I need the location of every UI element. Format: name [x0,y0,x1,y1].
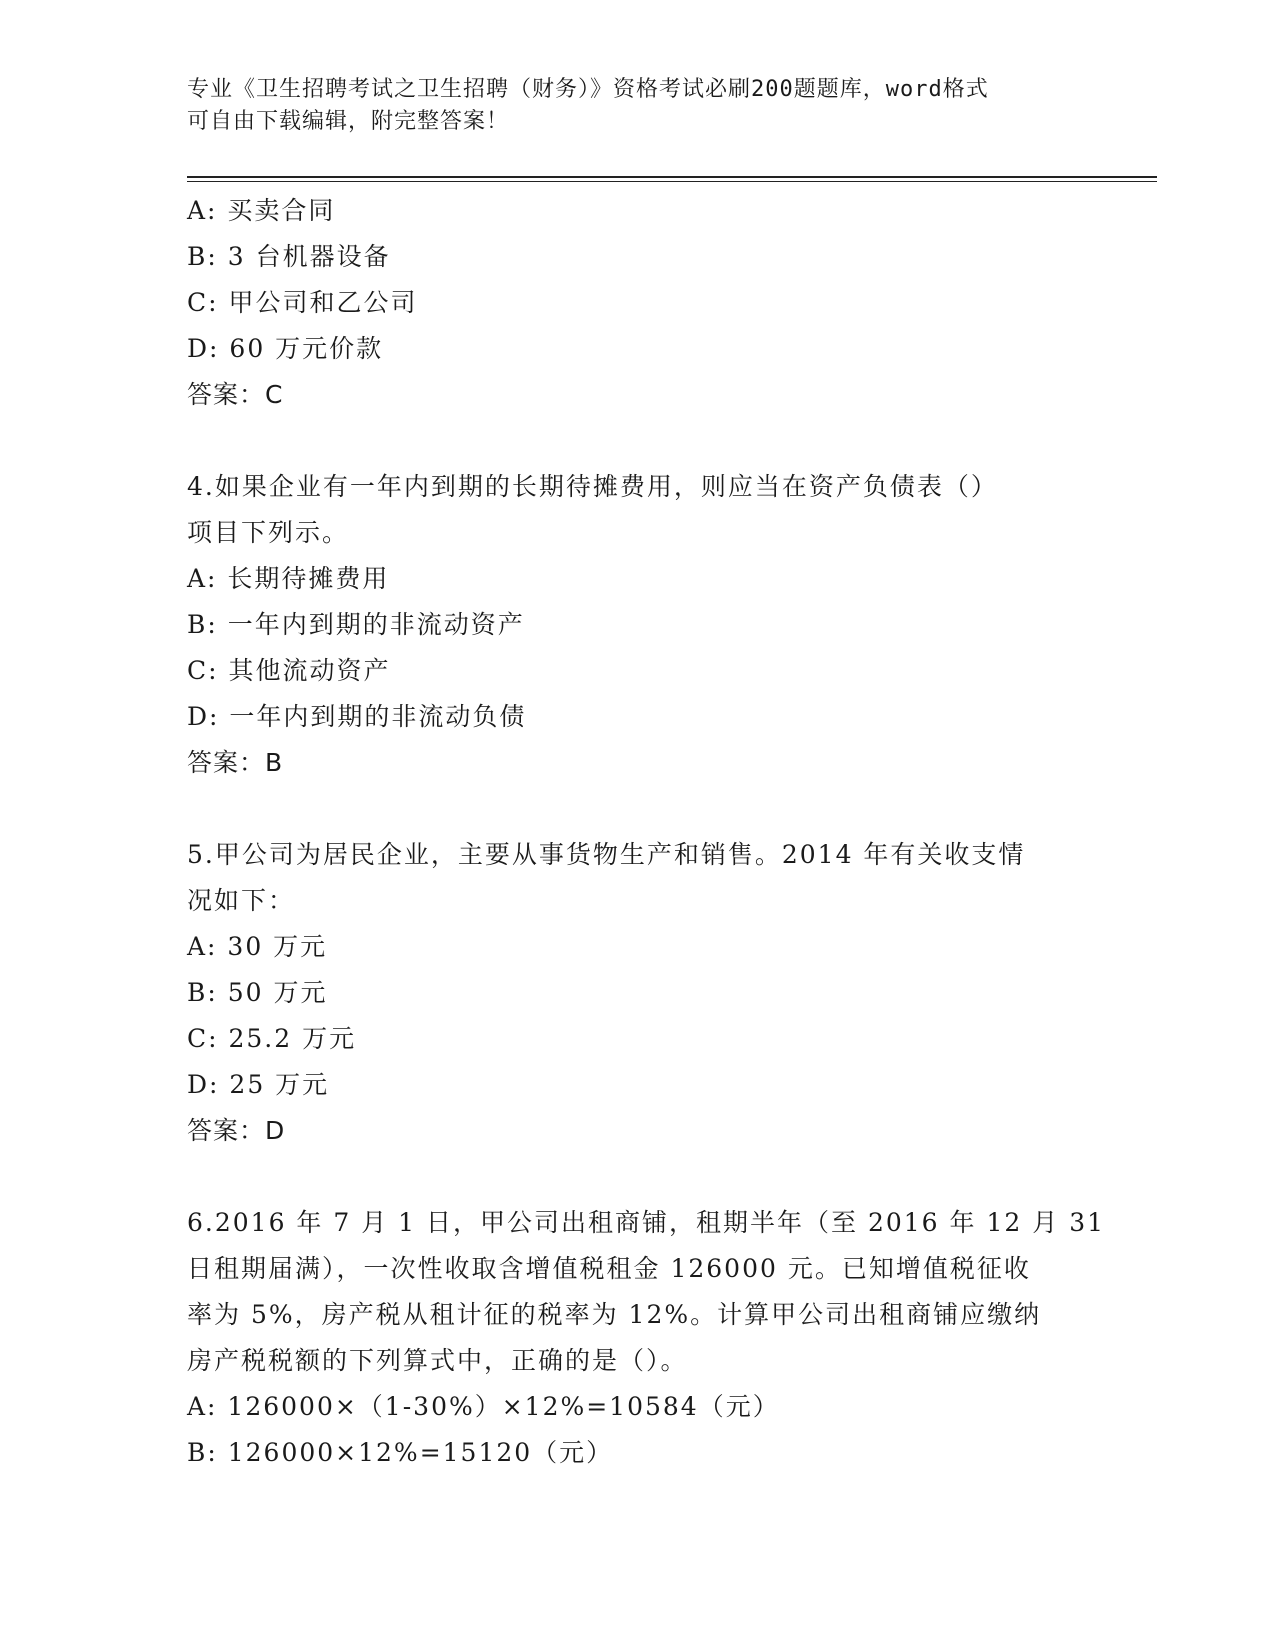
option-d: D: 60 万元价款 [187,334,384,363]
question-stem-cont: 房产税税额的下列算式中，正确的是（）。 [187,1346,688,1375]
header-line-1: 专业《卫生招聘考试之卫生招聘（财务）》资格考试必刷200题题库，word格式 [187,77,989,102]
question-4 [187,464,1077,786]
option-c: C: 其他流动资产 [187,656,391,685]
option-a: A: 126000×（1-30%）×12%=10584（元） [187,1392,780,1421]
question-stem: 5.甲公司为居民企业，主要从事货物生产和销售。2014 年有关收支情 [187,840,1026,869]
option-c: C: 25.2 万元 [187,1024,357,1053]
answer-line: 答案：D [187,1116,286,1145]
header-line-2: 可自由下载编辑，附完整答案！ [187,109,510,134]
question-3 [187,188,1077,418]
question-stem-cont: 日租期届满），一次性收取含增值税租金 126000 元。已知增值税征收 [187,1254,1031,1283]
question-stem-cont: 率为 5%，房产税从租计征的税率为 12%。计算甲公司出租商铺应缴纳 [187,1300,1042,1329]
option-c: C: 甲公司和乙公司 [187,288,418,317]
option-d: D: 一年内到期的非流动负债 [187,702,527,731]
option-b: B: 3 台机器设备 [187,242,391,271]
answer-line: 答案：B [187,748,284,777]
question-stem-cont: 况如下： [187,886,296,915]
question-5 [187,832,1077,1154]
option-b: B: 126000×12%=15120（元） [187,1438,614,1467]
option-a: A: 买卖合同 [187,196,336,225]
option-b: B: 一年内到期的非流动资产 [187,610,525,639]
question-stem: 4.如果企业有一年内到期的长期待摊费用，则应当在资产负债表（） [187,472,998,501]
option-b: B: 50 万元 [187,978,328,1007]
question-6 [187,1200,1106,1476]
option-d: D: 25 万元 [187,1070,330,1099]
answer-line: 答案：C [187,380,284,409]
question-list [187,188,1106,1476]
option-a: A: 30 万元 [187,932,328,961]
header-divider-thick [187,176,1157,178]
question-stem: 6.2016 年 7 月 1 日，甲公司出租商铺，租期半年（至 2016 年 12 月 31 [187,1208,1106,1237]
option-a: A: 长期待摊费用 [187,564,390,593]
header-divider-thin [187,181,1157,182]
document-header [187,74,1077,138]
question-stem-cont: 项目下列示。 [187,518,350,547]
